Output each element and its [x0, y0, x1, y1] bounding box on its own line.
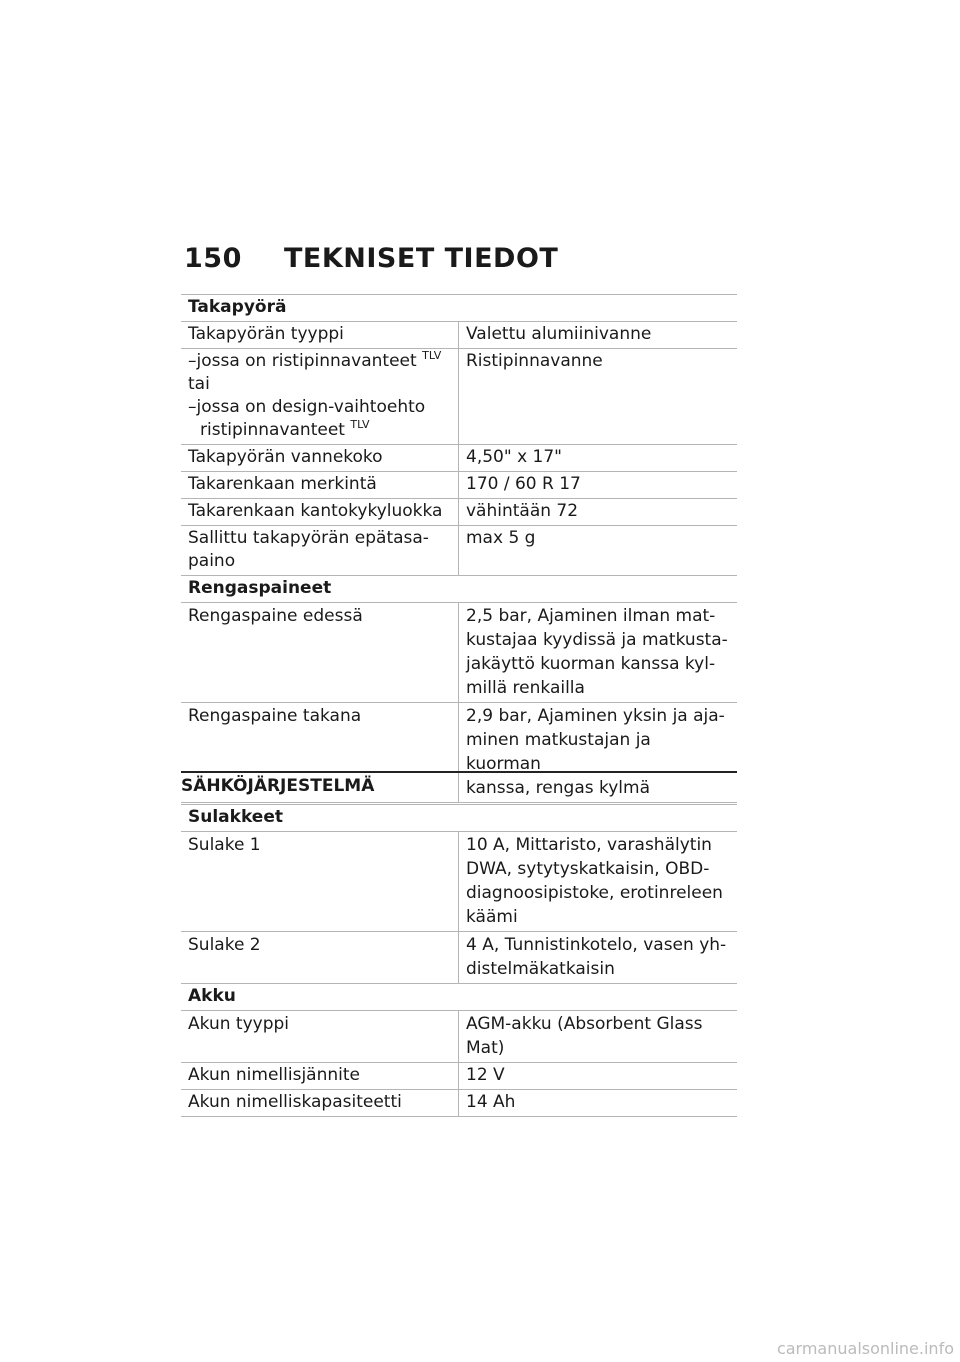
value-line: AGM-akku (Absorbent Glass — [466, 1014, 703, 1034]
row-value: vähintään 72 — [466, 501, 579, 521]
row-value — [459, 832, 737, 931]
section-heading: Rengaspaineet — [188, 578, 332, 598]
row-label: Rengaspaine takana — [181, 703, 459, 802]
page-number: 150 — [184, 243, 242, 274]
value-line: millä renkailla — [466, 678, 585, 698]
table-heading-row — [181, 805, 737, 832]
row-value: 170 / 60 R 17 — [466, 474, 581, 494]
row-label: Rengaspaine edessä — [181, 603, 459, 702]
value-line: 4 A, Tunnistinkotelo, vasen yh- — [466, 935, 727, 955]
option-line: –jossa on ristipinnavanteet — [188, 351, 417, 371]
table-heading-row — [181, 984, 737, 1011]
electrical-table — [181, 804, 737, 1117]
page-title: TEKNISET TIEDOT — [284, 243, 559, 274]
row-value: max 5 g — [466, 528, 536, 548]
option-line: ristipinnavanteet — [200, 420, 345, 440]
table-heading-row — [181, 295, 737, 322]
label-line: paino — [188, 551, 236, 571]
row-label: Takapyörän vannekoko — [181, 445, 459, 471]
watermark-link[interactable]: carmanualsonline.info — [776, 1339, 954, 1358]
value-line: kustajaa kyydissä ja matkusta- — [466, 630, 728, 650]
value-line: Mat) — [466, 1038, 505, 1058]
table-row — [181, 1011, 737, 1063]
table-row — [181, 832, 737, 932]
row-label: Takarenkaan kantokykyluokka — [181, 499, 459, 525]
rear-wheel-table — [181, 294, 737, 803]
row-value: Ristipinnavanne — [466, 351, 603, 371]
row-label: Takarenkaan merkintä — [181, 472, 459, 498]
value-line: minen matkustajan ja kuorman — [466, 730, 651, 774]
table-row — [181, 526, 737, 576]
option-line: –jossa on design-vaihtoehto — [188, 397, 426, 417]
electrical-section-title: SÄHKÖJÄRJESTELMÄ — [181, 771, 737, 796]
value-line: DWA, sytytyskatkaisin, OBD- — [466, 859, 710, 879]
row-label: Takapyörän tyyppi — [181, 322, 459, 348]
table-row — [181, 932, 737, 984]
option-superscript: TLV — [350, 418, 370, 431]
section-heading: Akku — [188, 986, 236, 1006]
row-label: Akun nimellisjännite — [181, 1063, 459, 1089]
table-row — [181, 1063, 737, 1090]
value-line: kanssa, rengas kylmä — [466, 778, 650, 798]
page-header — [184, 243, 558, 274]
row-label: Sulake 1 — [181, 832, 459, 931]
row-label — [181, 349, 459, 444]
row-label: Akun tyyppi — [181, 1011, 459, 1062]
row-value — [459, 603, 737, 702]
table-row — [181, 349, 737, 445]
table-row — [181, 472, 737, 499]
table-row — [181, 499, 737, 526]
row-label — [181, 526, 459, 575]
row-value: 12 V — [466, 1065, 505, 1085]
row-value: 14 Ah — [466, 1092, 516, 1112]
value-line: 2,5 bar, Ajaminen ilman mat- — [466, 606, 716, 626]
value-line: 2,9 bar, Ajaminen yksin ja aja- — [466, 706, 725, 726]
table-heading-row — [181, 576, 737, 603]
section-heading: Sulakkeet — [188, 807, 283, 827]
value-line: 10 A, Mittaristo, varashälytin — [466, 835, 712, 855]
label-line: Sallittu takapyörän epätasa- — [188, 528, 429, 548]
row-label: Sulake 2 — [181, 932, 459, 983]
table-row — [181, 445, 737, 472]
option-superscript: TLV — [422, 349, 442, 362]
value-line: käämi — [466, 907, 518, 927]
value-line: distelmäkatkaisin — [466, 959, 615, 979]
option-line: tai — [188, 374, 210, 394]
row-value — [459, 932, 737, 983]
table-row — [181, 1090, 737, 1117]
value-line: jakäyttö kuorman kanssa kyl- — [466, 654, 716, 674]
table-row — [181, 322, 737, 349]
row-value — [459, 1011, 737, 1062]
section-heading: Takapyörä — [188, 297, 287, 317]
table-row — [181, 603, 737, 703]
row-label: Akun nimelliskapasiteetti — [181, 1090, 459, 1116]
value-line: diagnoosipistoke, erotinreleen — [466, 883, 723, 903]
row-value: 4,50" x 17" — [466, 447, 562, 467]
row-value: Valettu alumiinivanne — [466, 324, 652, 344]
